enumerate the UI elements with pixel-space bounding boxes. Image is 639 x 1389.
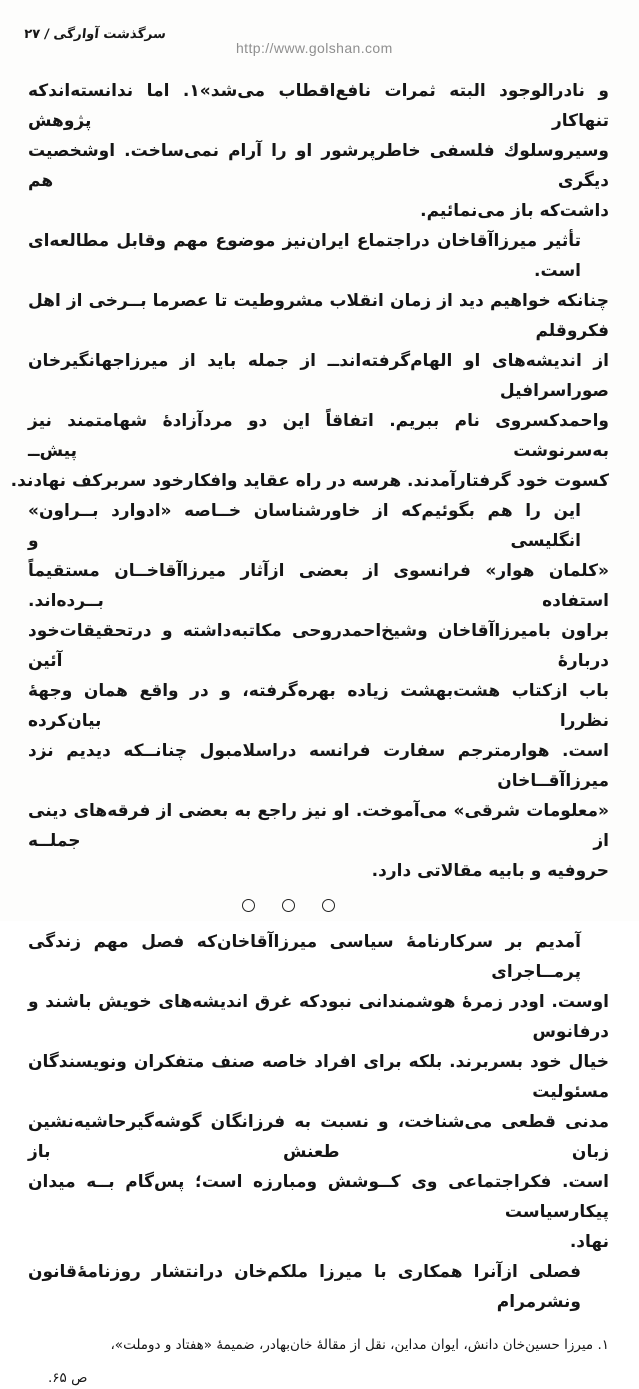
footnote	[28, 1334, 609, 1389]
text-line: و نادرالوجود البته ثمرات نافع‌اقطاب می‌شد»۱. اما ندانسته‌اندکه تنهاکار پژوهش	[28, 81, 609, 131]
separator-circle	[322, 899, 335, 912]
text-line: داشت‌که باز می‌نمائیم.	[420, 201, 609, 221]
text-line: اوست. اودر زمرهٔ هوشمندانی نبودکه غرق اندیشه‌های خویش باشند و درفانوس	[28, 992, 609, 1042]
page-body	[10, 76, 609, 1389]
watermark-url: http://www.golshan.com	[236, 40, 393, 56]
text-line: است. هوارمترجم سفارت فرانسه دراسلامبول چنانــکه دیدیم نزد میرزاآقــاخان	[28, 741, 609, 791]
text-line: خیال خود بسربرند. بلکه برای افراد خاصه صنف متفکران ونویسندگان مسئولیت	[28, 1052, 609, 1102]
footnote-page-ref: ص ۶۵.	[48, 1370, 88, 1386]
text-line: آمدیم بر سرکارنامهٔ سیاسی میرزاآقاخان‌که فصل مهم زندگی پرمــاجرای	[28, 932, 581, 982]
text-line: است. فکراجتماعی وی کــوشش ومبارزه است؛ پس‌گام بــه میدان پیکارسیاست	[28, 1172, 609, 1222]
text-line: براون بامیرزاآقاخان وشیخ‌احمدروحی مکاتبه‌داشته و درتحقیقات‌خود دربارهٔ آئین	[28, 621, 609, 671]
running-header: سرگذشت آوارگی / ۲۷	[23, 27, 167, 42]
text-line: مدنی قطعی می‌شناخت، و نسبت به فرزانگان گوشه‌گیرحاشیه‌نشین زبان طعنش باز	[28, 1112, 609, 1162]
text-line: فصلی ازآنرا همکاری با میرزا ملکم‌خان درانتشار روزنامهٔ‌قانون ونشرمرام	[28, 1262, 581, 1312]
text-line: تأثیر میرزاآقاخان دراجتماع ایران‌نیز موضوع مهم وقابل مطالعه‌ای است.	[28, 231, 581, 281]
paragraph-continuation	[28, 76, 609, 226]
text-line: چنانکه خواهیم دید از زمان انقلاب مشروطیت تا عصرما بــرخی از اهل فکروقلم	[28, 291, 609, 341]
paragraph-political-record	[28, 927, 609, 1257]
paragraph-orientalists	[28, 496, 609, 886]
text-line: وسیروسلوك فلسفی خاطرپرشور او را آرام نمی‌ساخت. اوشخصیت دیگری هم	[28, 141, 609, 191]
text-line: «کلمان هوار» فرانسوی از بعضی ازآثار میرزاآقاخــان مستقیماً استفاده بــرده‌اند.	[28, 561, 609, 611]
text-line: کسوت خود گرفتارآمدند. هرسه در راه عقاید وافکارخود سربرکف نهادند.	[10, 471, 609, 491]
footnote-line: ۱. میرزا حسین‌خان دانش، ایوان مداین، نقل از مقالهٔ خان‌بهادر، ضمیمهٔ «هفتاد و دوملت»،	[110, 1337, 609, 1353]
paragraph-tasir	[10, 226, 609, 496]
text-line: «معلومات شرقی» می‌آموخت. او نیز راجع به بعضی از فرقه‌های دینی از جملــه	[28, 801, 609, 851]
text-line: باب ازکتاب هشت‌بهشت زیاده بهره‌گرفته، و در واقع همان وجههٔ نظررا بیان‌کرده	[28, 681, 609, 731]
separator-circle	[242, 899, 255, 912]
section-separator	[0, 899, 579, 912]
separator-circle	[282, 899, 295, 912]
text-line: این را هم بگوئیم‌که از خاورشناسان خــاصه «ادوارد بــراون» انگلیسی و	[28, 501, 581, 551]
text-line: واحمدکسروی نام ببریم. اتفاقاً این دو مردآزادهٔ شهامتمند نیز به‌سرنوشت پیش‌ــ	[28, 411, 609, 461]
paragraph-malkam-khan	[28, 1257, 609, 1317]
text-line: از اندیشه‌های او الهام‌گرفته‌اندــ از جمله باید از میرزاجهانگیرخان صوراسرافیل	[28, 351, 609, 401]
text-line: نهاد.	[569, 1232, 609, 1252]
text-line: حروفیه و بابیه مقالاتی دارد.	[371, 861, 609, 881]
